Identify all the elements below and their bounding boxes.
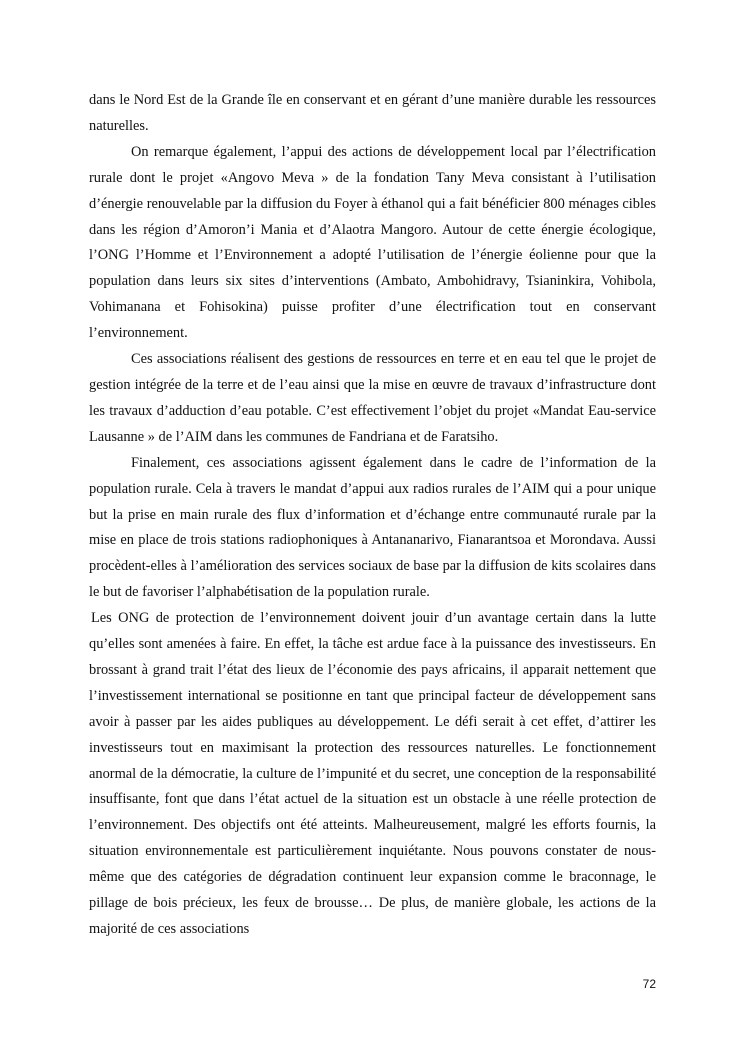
page-number: 72 <box>642 977 656 991</box>
body-text <box>89 88 656 943</box>
paragraph-electrification: On remarque également, l’appui des actions de développement local par l’électrification rurale dont le projet «Angovo Meva » de la fondation Tany Meva consistant à l’utilisation d’énergie renouvelable par la diffusion du Foyer à éthanol qui a fait bénéficier 800 ménages cibles dans les région d’Amoron’i Mania et d’Alaotra Mangoro. Autour de cette énergie écologique, l’ONG l’Homme et l’Environnement a adopté l’utilisation de l’énergie éolienne pour que la population dans leurs six sites d’interventions (Ambato, Ambohidravy, Tsianinkira, Vohibola, Vohimanana et Fohisokina) puisse profiter d’une électrification tout en conservant l’environnement. <box>89 143 656 342</box>
paragraph-rural-information: Finalement, ces associations agissent également dans le cadre de l’information de la population rurale. Cela à travers le mandat d’appui aux radios rurales de l’AIM qui a pour unique but la prise en main rurale des flux d’information et d’échange entre communauté rurale par la mise en place de trois stations radiophoniques à Antananarivo, Fianarantsoa et Morondava. Aussi procèdent-elles à l’amélioration des services sociaux de base par la diffusion de kits scolaires dans le but de favoriser l’alphabétisation de la population rurale. <box>89 454 656 601</box>
paragraph-ong-protection: Les ONG de protection de l’environnement doivent jouir d’un avantage certain dans la lutte qu’elles sont amenées à faire. En effet, la tâche est ardue face à la puissance des investisseurs. En brossant à grand trait l’état des lieux de l’économie des pays africains, il apparait nettement que l’investissement international se positionne en tant que principal facteur de développement sans avoir à passer par les aides publiques au développement. Le défi serait à cet effet, d’attirer les investisseurs tout en maximisant la protection des ressources naturelles. Le fonctionnement anormal de la démocratie, la culture de l’impunité et du secret, une conception de la responsabilité insuffisante, font que dans l’état actuel de la situation est un obstacle à une réelle protection de l’environnement. Des objectifs ont été atteints. Malheureusement, malgré les efforts fournis, la situation environnementale est particulièrement inquiétante. Nous pouvons constater de nous-même que des catégories de dégradation continuent leur expansion comme le braconnage, le pillage de bois précieux, les feux de brousse… De plus, de manière globale, les actions de la majorité de ces associations <box>89 610 656 937</box>
paragraph-water-management: Ces associations réalisent des gestions de ressources en terre et en eau tel que le projet de gestion intégrée de la terre et de l’eau ainsi que la mise en œuvre de travaux d’infrastructure dont les travaux d’adduction d’eau potable. C’est effectivement l’objet du projet «Mandat Eau-service Lausanne » de l’AIM dans les communes de Fandriana et de Faratsiho. <box>89 351 656 445</box>
paragraph-continuation: dans le Nord Est de la Grande île en conservant et en gérant d’une manière durable les ressources naturelles. <box>89 92 656 134</box>
